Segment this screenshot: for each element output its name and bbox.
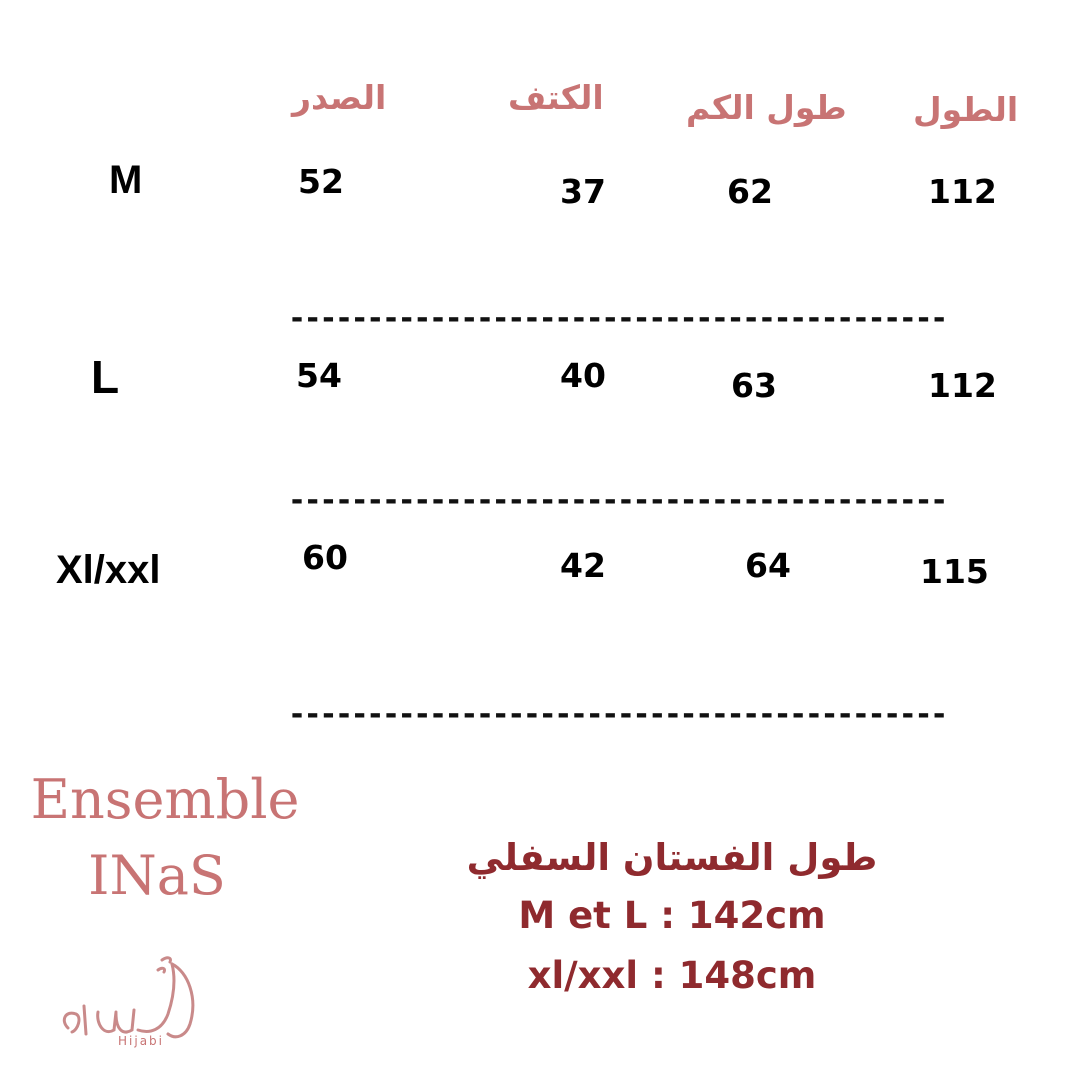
dress-length-m-l: M et L : 142cm xyxy=(518,894,826,937)
shoulder-value-m: 37 xyxy=(560,172,606,211)
sleeve-value-xl: 64 xyxy=(745,546,791,585)
size-label-m: M xyxy=(109,158,143,202)
header-chest: الصدر xyxy=(292,78,387,117)
size-label-l: L xyxy=(91,351,120,403)
row-divider: ------------------------------------------ xyxy=(288,697,946,732)
length-value-xl: 115 xyxy=(920,552,989,591)
chest-value-m: 52 xyxy=(298,162,344,201)
sleeve-value-l: 63 xyxy=(731,366,777,405)
dress-length-title: طول الفستان السفلي xyxy=(466,836,878,879)
header-shoulder: الكتف xyxy=(508,78,604,117)
brand-line-1: Ensemble xyxy=(30,768,300,831)
chest-value-xl: 60 xyxy=(302,538,348,577)
sleeve-value-m: 62 xyxy=(727,172,773,211)
length-value-m: 112 xyxy=(928,172,997,211)
brand-line-2: INaS xyxy=(88,844,226,907)
size-label-xl-xxl: Xl/xxl xyxy=(56,548,161,592)
shoulder-value-l: 40 xyxy=(560,356,606,395)
logo-subtext: Hijabi xyxy=(118,1034,164,1048)
length-value-l: 112 xyxy=(928,366,997,405)
brand-logo xyxy=(58,950,218,1060)
chest-value-l: 54 xyxy=(296,356,342,395)
row-divider: ------------------------------------------ xyxy=(288,483,946,518)
row-divider: ------------------------------------------ xyxy=(288,301,946,336)
header-sleeve-length: طول الكم xyxy=(686,88,847,127)
dress-length-xl-xxl: xl/xxl : 148cm xyxy=(527,954,817,997)
shoulder-value-xl: 42 xyxy=(560,546,606,585)
header-length: الطول xyxy=(913,90,1019,129)
